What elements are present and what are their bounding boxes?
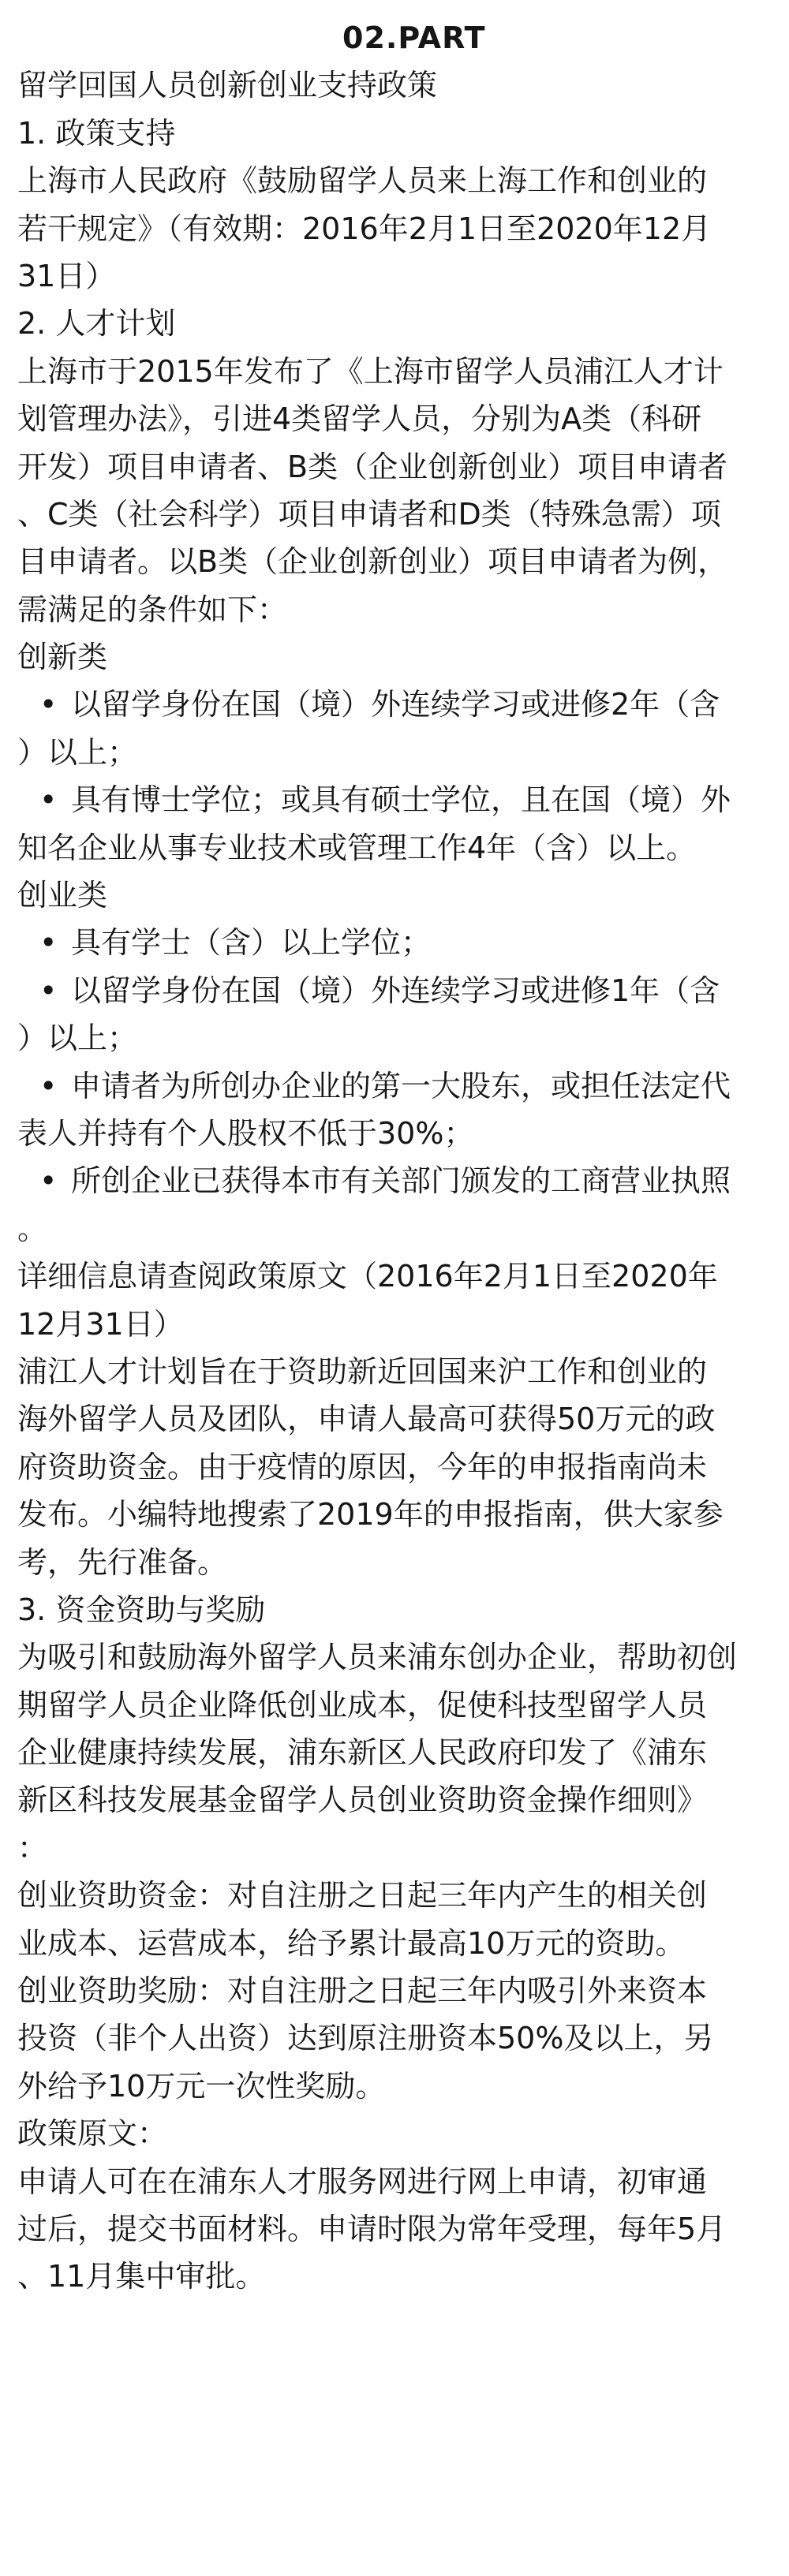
text-line — [17, 62, 775, 109]
line-text: 所创企业已获得本市有关部门颁发的工商营业执照 — [71, 1163, 731, 1199]
text-line — [17, 1348, 775, 1395]
line-text: 、11月集中审批。 — [17, 2259, 266, 2294]
line-text: 过后，提交书面材料。申请时限为常年受理，每年5月 — [17, 2211, 727, 2246]
text-line — [17, 1253, 775, 1300]
line-text: 若干规定》（有效期：2016年2月1日至2020年12月 — [17, 211, 712, 246]
text-line — [17, 1110, 775, 1157]
bullet-line — [17, 919, 775, 966]
bullet-line — [17, 1157, 775, 1204]
article-lines — [17, 62, 775, 2300]
text-line — [17, 348, 775, 395]
line-text: ）以上； — [17, 1021, 138, 1056]
text-line — [17, 1491, 775, 1538]
text-line — [17, 300, 775, 347]
line-text: 申请人可在在浦东人才服务网进行网上申请，初审通 — [17, 2163, 708, 2199]
text-line — [17, 1539, 775, 1586]
line-text: 具有学士（含）以上学位； — [71, 925, 432, 961]
bullet-dot-icon: • — [39, 1163, 58, 1199]
bullet-dot-icon: • — [39, 925, 58, 961]
page-title: 02.PART — [342, 21, 486, 55]
text-line — [17, 2253, 775, 2300]
line-text: 外给予10万元一次性奖励。 — [17, 2068, 386, 2104]
line-text: 划管理办法》，引进4类留学人员，分别为A类（科研 — [17, 401, 702, 437]
text-line — [17, 491, 775, 538]
line-text: ： — [17, 1830, 48, 1865]
text-line — [17, 205, 775, 252]
bullet-line — [17, 1062, 775, 1110]
bullet-line — [17, 776, 775, 823]
line-text: 考，先行准备。 — [17, 1544, 228, 1580]
text-line — [17, 1443, 775, 1491]
line-text: 留学回国人员创新创业支持政策 — [17, 68, 438, 103]
text-line — [17, 538, 775, 585]
bullet-dot-icon: • — [39, 973, 58, 1008]
bullet-dot-icon: • — [39, 1068, 58, 1103]
line-text: 为吸引和鼓励海外留学人员来浦东创办企业，帮助初创 — [17, 1640, 738, 1675]
line-text: 1. 政策支持 — [17, 115, 176, 151]
bullet-line — [17, 681, 775, 728]
line-text: 、C类（社会科学）项目申请者和D类（特殊急需）项 — [17, 496, 721, 532]
text-line — [17, 1776, 775, 1824]
text-line — [17, 157, 775, 204]
line-text: 31日） — [17, 258, 116, 293]
text-line — [17, 1967, 775, 2014]
line-text: 业成本、运营成本，给予累计最高10万元的资助。 — [17, 1925, 686, 1961]
line-text: 企业健康持续发展，浦东新区人民政府印发了《浦东 — [17, 1735, 708, 1771]
text-line — [17, 1682, 775, 1729]
line-text: 表人并持有个人股权不低于30%； — [17, 1115, 474, 1151]
line-text: 开发）项目申请者、B类（企业创新创业）项目申请者 — [17, 449, 728, 484]
text-line — [17, 824, 775, 872]
text-line — [17, 1395, 775, 1443]
line-text: 以留学身份在国（境）外连续学习或进修1年（含 — [71, 973, 720, 1008]
line-text: 目申请者。以B类（企业创新创业）项目申请者为例， — [17, 544, 728, 580]
text-line — [17, 2205, 775, 2253]
line-text: 创业类 — [17, 878, 108, 913]
line-text: ）以上； — [17, 734, 138, 770]
line-text: 府资助资金。由于疫情的原因，今年的申报指南尚未 — [17, 1449, 708, 1484]
text-line — [17, 110, 775, 157]
line-text: 以留学身份在国（境）外连续学习或进修2年（含 — [71, 687, 720, 722]
line-text: 上海市于2015年发布了《上海市留学人员浦江人才计 — [17, 353, 724, 389]
line-text: 知名企业从事专业技术或管理工作4年（含）以上。 — [17, 830, 697, 865]
text-line — [17, 729, 775, 776]
bullet-line — [17, 967, 775, 1014]
text-line — [17, 2158, 775, 2205]
text-line — [17, 443, 775, 491]
text-line — [17, 633, 775, 681]
bullet-dot-icon: • — [39, 782, 58, 818]
line-text: 3. 资金资助与奖励 — [17, 1592, 266, 1627]
line-text: 需满足的条件如下： — [17, 592, 288, 627]
line-text: 新区科技发展基金留学人员创业资助资金操作细则》 — [17, 1783, 708, 1818]
text-line — [17, 2110, 775, 2157]
text-line — [17, 2063, 775, 2110]
line-text: 申请者为所创办企业的第一大股东，或担任法定代 — [71, 1068, 731, 1103]
line-text: 创业资助资金：对自注册之日起三年内产生的相关创 — [17, 1878, 708, 1913]
line-text: 12月31日） — [17, 1306, 184, 1342]
text-line — [17, 2014, 775, 2062]
text-line — [17, 1729, 775, 1776]
line-text: 投资（非个人出资）达到原注册资本50%及以上，另 — [17, 2021, 714, 2056]
line-text: 创业资助奖励：对自注册之日起三年内吸引外来资本 — [17, 1973, 708, 2009]
line-text: 浦江人才计划旨在于资助新近回国来沪工作和创业的 — [17, 1353, 708, 1389]
text-line — [17, 1872, 775, 1919]
line-text: 上海市人民政府《鼓励留学人员来上海工作和创业的 — [17, 163, 708, 199]
text-line — [17, 1633, 775, 1681]
line-text: 。 — [17, 1211, 48, 1246]
article-body — [17, 14, 775, 2301]
line-text: 海外留学人员及团队，申请人最高可获得50万元的政 — [17, 1402, 716, 1437]
line-text: 期留学人员企业降低创业成本，促使科技型留学人员 — [17, 1687, 708, 1723]
text-line — [17, 395, 775, 442]
line-text: 发布。小编特地搜索了2019年的申报指南，供大家参 — [17, 1497, 724, 1533]
line-text: 创新类 — [17, 640, 108, 675]
text-line — [17, 586, 775, 633]
text-line — [17, 1301, 775, 1348]
line-text: 详细信息请查阅政策原文（2016年2月1日至2020年 — [17, 1259, 718, 1294]
text-line — [17, 252, 775, 300]
line-text: 具有博士学位；或具有硕士学位，且在国（境）外 — [71, 782, 731, 818]
text-line — [17, 1920, 775, 1967]
bullet-dot-icon: • — [39, 687, 58, 722]
text-line — [17, 1586, 775, 1633]
text-line — [17, 1014, 775, 1062]
line-text: 政策原文： — [17, 2116, 168, 2152]
text-line — [17, 1824, 775, 1872]
text-line — [17, 872, 775, 919]
line-text: 2. 人才计划 — [17, 306, 176, 342]
text-line — [17, 1205, 775, 1253]
